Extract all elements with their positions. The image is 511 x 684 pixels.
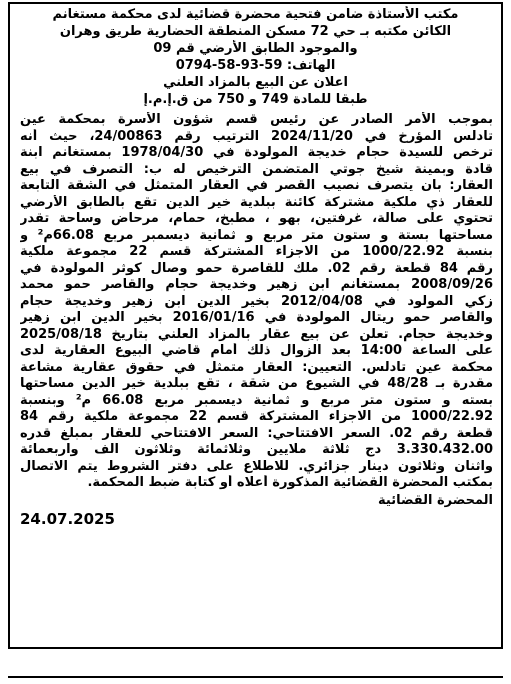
body-line: تادلس المؤرخ في 2024/11/20 الترتيب رقم 24/00863، حيث أنه [20,128,493,144]
bottom-divider [8,676,503,678]
body-line: قطعة رقم 02. السعر الافتتاحي: السعر الافتتاحي للعقار بمبلغ قدره [20,425,493,441]
body-line: واثنان وثلاثون دينار جزائري. للاطلاع على دفتر الشروط يتم الاتصال [20,458,493,474]
body-line: مقدرة بـ 48/28 في الشيوع من شقة ، تقع ببلدية خير الدين مساحتها [20,376,493,391]
body-line: قادة وبمينة شيخ جوتي المتضمن الترخيص له ب: التصرف في بيع [20,161,493,177]
body-line: العقار: بان يتصرف نصيب القصر في العقار المتمثل في الشقة التابعة [20,178,493,193]
body-line: مساحتها بستة و ستون متر مربع و ثمانية ديسمبر مربع 66.08م² و [20,227,493,243]
signature-label: المحضرة القضائية [378,492,493,508]
body-line: بسته و ستون متر مربع و ثمانية ديسمبر مربع 66.08 م² وبنسبة [20,392,493,408]
body-line: تحتوي على صالة، غرفتين، بهو ، مطبخ، حمام، مرحاض وساحة تقدر [20,211,493,226]
notice-box [8,2,503,649]
header-line: طبقا للمادة 749 و 750 من ق.إ.م.إ [143,92,368,107]
notice-body [10,108,501,492]
body-line: بنسبة 1000/22.92 من الاجزاء المشتركة قسم 22 مجموعة ملكية [20,244,493,259]
body-line: 2008/09/26 بمستغانم ابن زهير وخديجة حجام والقاصر حمو محمد [20,277,493,292]
header-line: مكتب الأستاذة ضامن فتحية محضرة قضائية لدى محكمة مستغانم [52,7,459,22]
body-line: 1000/22.92 من الاجزاء المشتركة قسم 22 مجموعة ملكية رقم 84 [20,409,493,424]
notice-date: 24.07.2025 [20,509,115,528]
header-line: اعلان عن البيع بالمزاد العلني [163,75,348,90]
header-line: الهاتف: 59-93-58-0794 [175,58,336,73]
body-line: ترخص للسيدة حجام خديجة المولودة في 1978/04/30 بمستغانم ابنة [20,145,493,160]
header-line: الكائن مكتبه بـ حي 72 مسكن المنطقة الحضارية طريق وهران [59,24,452,39]
body-line: وخديجة حجام. تعلن عن بيع عقار بالمزاد العلني بتاريخ 2025/08/18 [20,326,493,342]
body-line: للعقار ذي ملكية مشتركة كائنة ببلدية خير الدين تقع بالطابق الأرضي [20,194,493,210]
header-line: والموجود الطابق الأرضي قم 09 [153,41,358,56]
body-line: بموجب الأمر الصادر عن رئيس قسم شؤون الأسرة بمحكمة عين [20,112,493,127]
body-line: 3.330.432.00 دج ثلاثة ملايين وثلاثمائة وثلاثون الف واربعمائة [20,442,493,457]
body-line: بمكتب المحضرة القضائية المذكورة أعلاه أو كتابة ضبط المحكمة. [87,475,493,490]
body-line: والقاصر حمو ريتال المولودة في 2016/01/16 بخير الدين ابن زهير [20,310,493,325]
body-line: محكمة عين تادلس. التعيين: العقار متمثل في حقوق عقارية مشاعة [20,359,493,375]
body-line: رقم 84 قطعة رقم 02. ملك للقاصرة حمو وصال كوثر المولودة في [20,260,493,276]
body-line: على الساعة 14:00 بعد الزوال ذلك أمام قاضي البيوع العقارية لدى [20,343,493,358]
body-line: زكي المولود في 2012/04/08 بخير الدين ابن زهير وخديجة حجام [20,293,493,309]
notice-header [10,4,501,108]
notice-footer [10,492,501,528]
